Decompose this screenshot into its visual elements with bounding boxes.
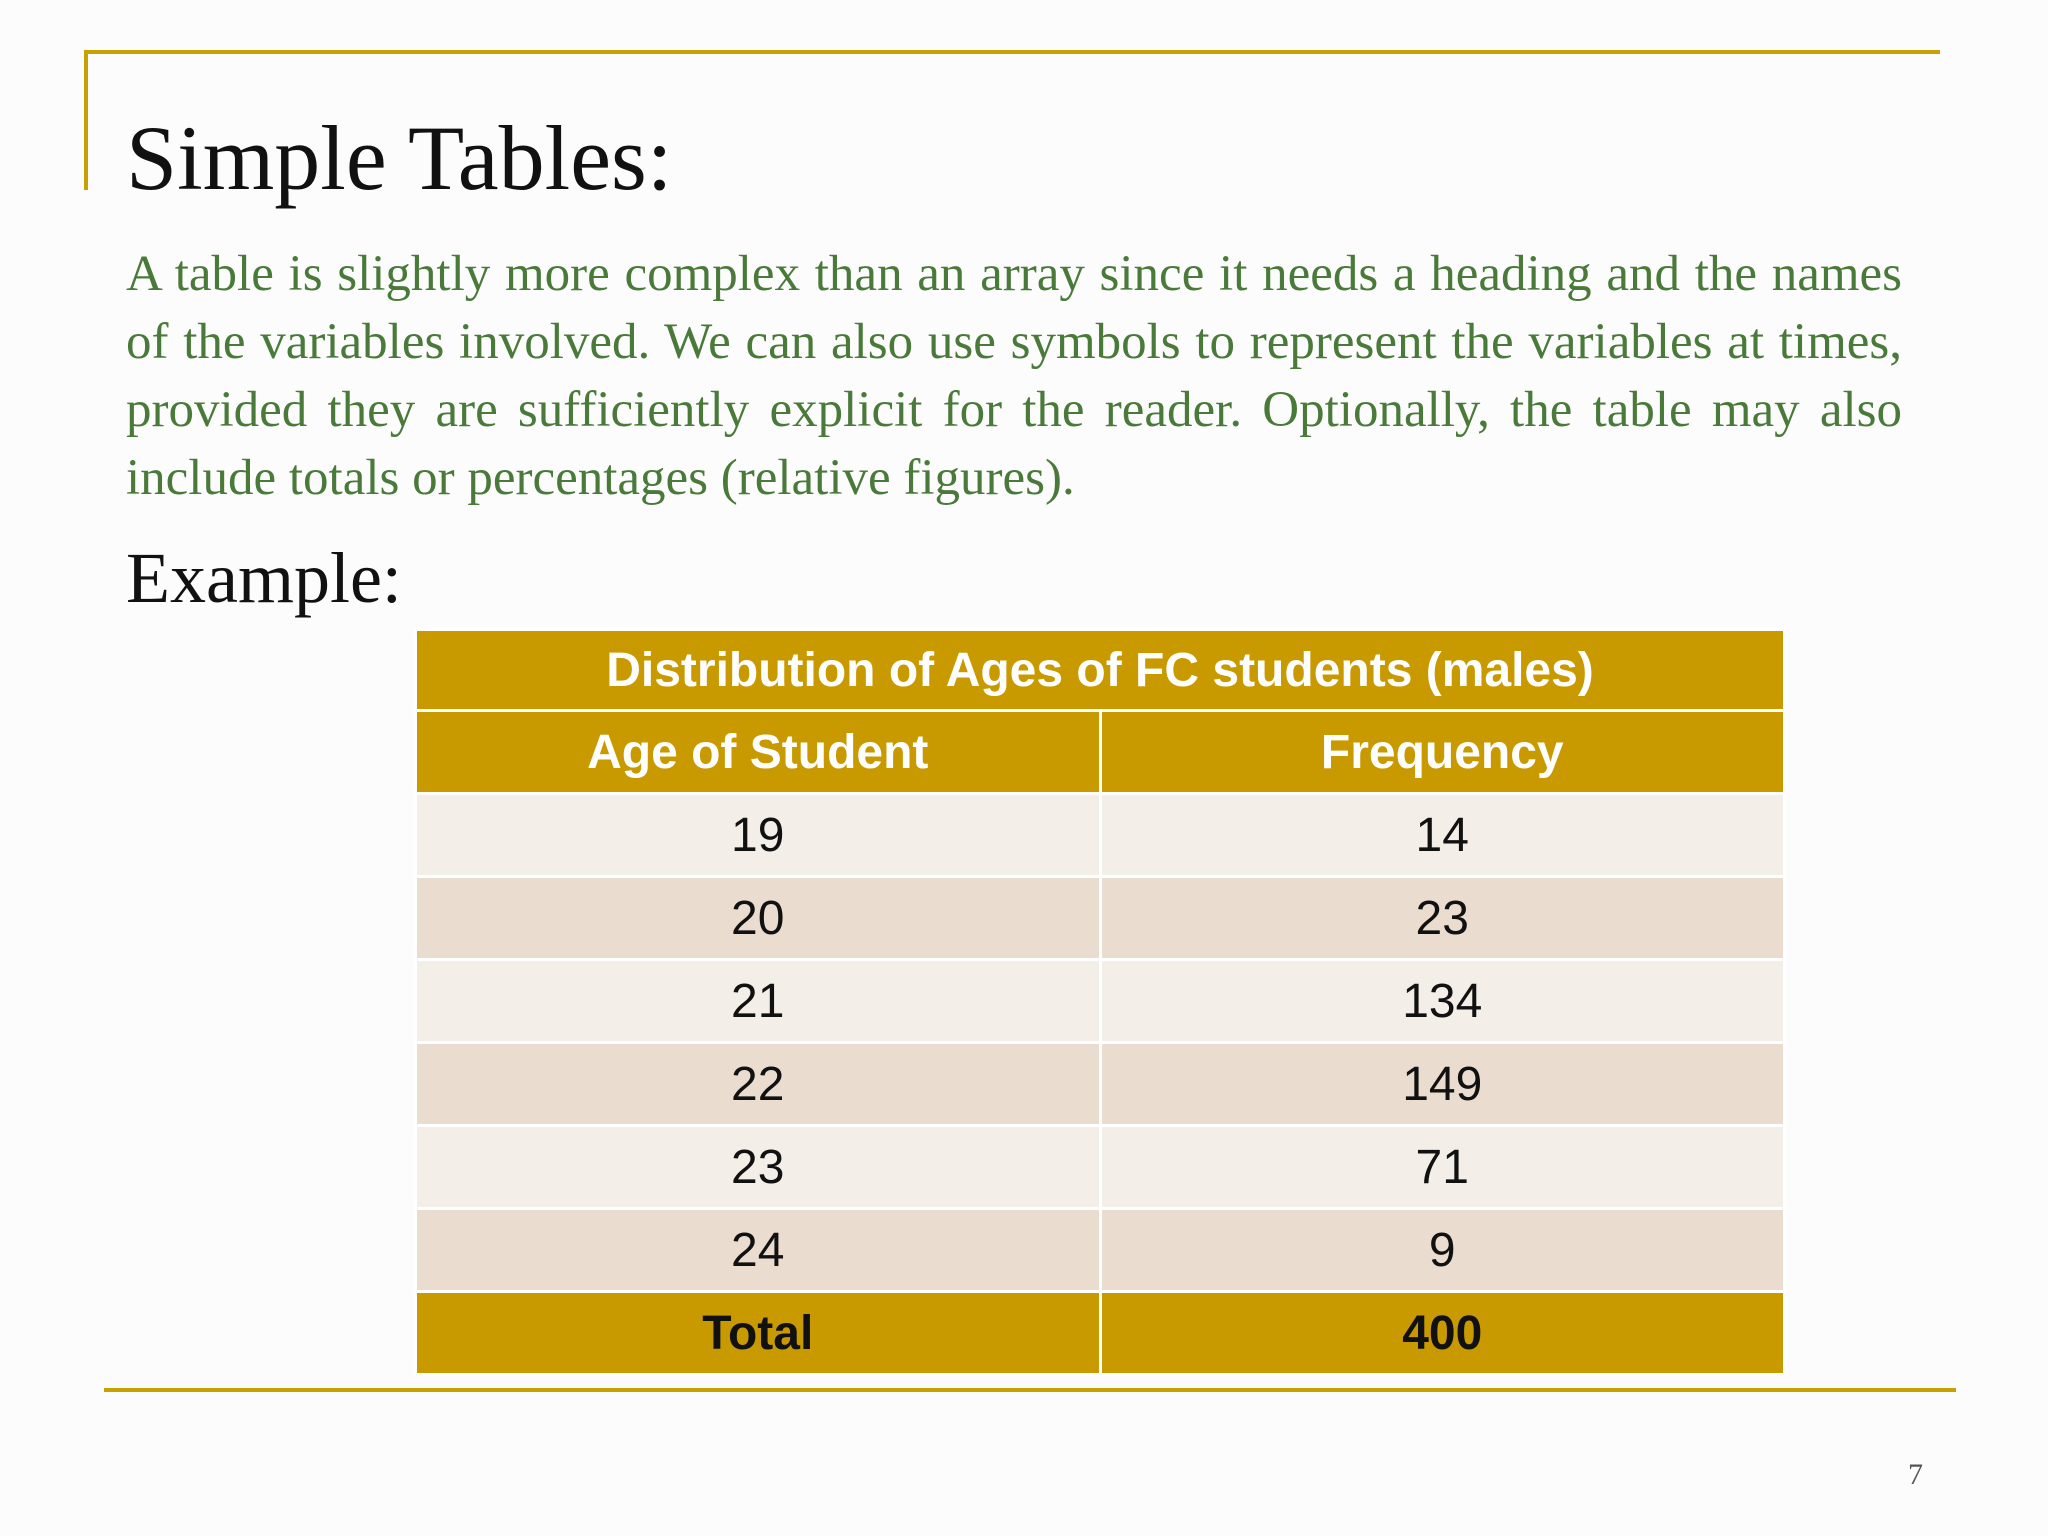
age-cell: 19 [416, 794, 1101, 877]
table-row [416, 960, 1785, 1043]
total-value: 400 [1100, 1292, 1785, 1375]
age-cell: 20 [416, 877, 1101, 960]
header-frequency: Frequency [1100, 711, 1785, 794]
table-row [416, 794, 1785, 877]
body-paragraph: A table is slightly more complex than an array since it needs a heading and the names of the variables involved. We can also use symbols to represent the variables at times, provided they are sufficiently explicit for the reader. Optionally, the table may also include totals or percentages (relative figures). [126, 246, 1902, 506]
example-label: Example: [126, 538, 402, 618]
frequency-cell: 23 [1100, 877, 1785, 960]
table-header-row [416, 711, 1785, 794]
frequency-cell: 71 [1100, 1126, 1785, 1209]
slide-title: Simple Tables: [126, 107, 673, 209]
frequency-table [414, 628, 1786, 1376]
header-age: Age of Student [416, 711, 1101, 794]
total-label: Total [416, 1292, 1101, 1375]
table-caption-row [416, 630, 1785, 711]
frequency-table-container [414, 628, 1786, 1376]
age-cell: 24 [416, 1209, 1101, 1292]
frame-bottom-line [104, 1388, 1956, 1392]
table-row [416, 1043, 1785, 1126]
table-row [416, 1209, 1785, 1292]
frame-top-line [84, 50, 1940, 54]
frequency-cell: 134 [1100, 960, 1785, 1043]
table-row [416, 1126, 1785, 1209]
table-total-row [416, 1292, 1785, 1375]
age-cell: 22 [416, 1043, 1101, 1126]
page-number: 7 [1908, 1458, 1923, 1491]
age-cell: 21 [416, 960, 1101, 1043]
table-row [416, 877, 1785, 960]
frequency-cell: 149 [1100, 1043, 1785, 1126]
frequency-cell: 14 [1100, 794, 1785, 877]
age-cell: 23 [416, 1126, 1101, 1209]
frame-left-line [84, 50, 88, 190]
table-caption: Distribution of Ages of FC students (males) [416, 630, 1785, 711]
frequency-cell: 9 [1100, 1209, 1785, 1292]
